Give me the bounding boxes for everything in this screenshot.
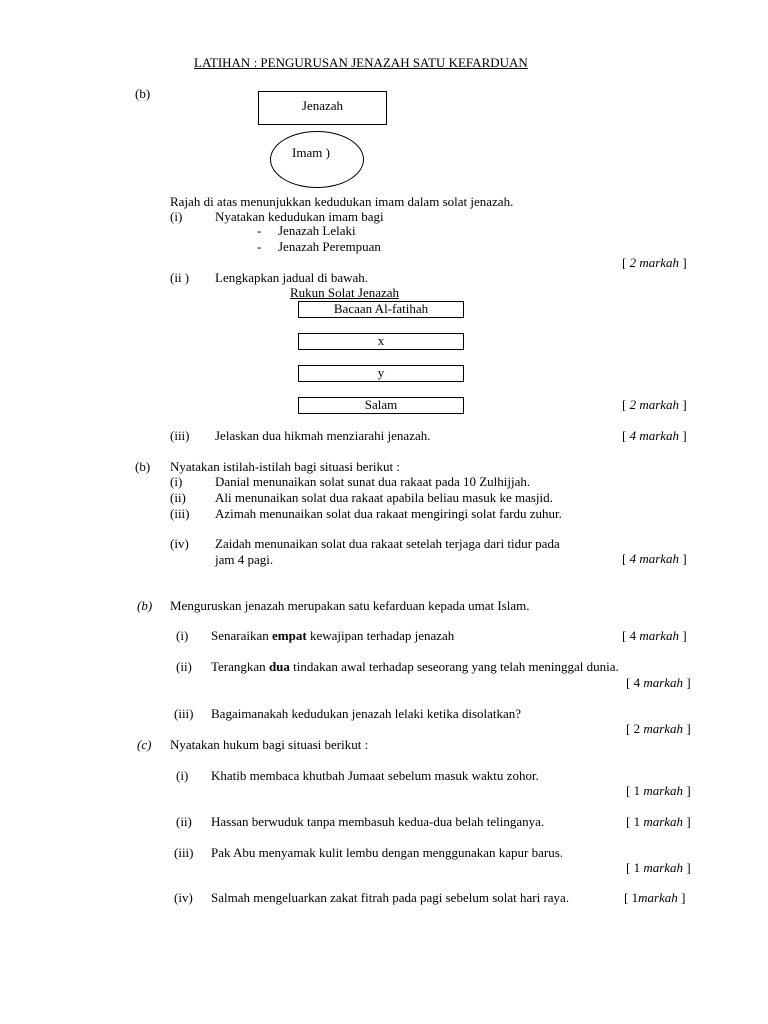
sub-question-text: Salmah mengeluarkan zakat fitrah pada pagi sebelum solat hari raya.	[211, 890, 570, 905]
marks-label: [ 1markah ]	[624, 890, 686, 905]
marks-label: [ 4 markah ]	[622, 428, 687, 443]
sub-question-number: (i)	[176, 628, 189, 643]
sub-question-number: (i)	[170, 474, 183, 489]
sub-question-number: (iv)	[174, 890, 193, 905]
marks-label: [ 1 markah ]	[626, 860, 691, 875]
sub-question-text: Nyatakan kedudukan imam bagi	[215, 209, 384, 224]
marks-label: [ 4 markah ]	[622, 551, 687, 566]
jenazah-box-label: Jenazah	[301, 98, 344, 113]
sub-question-text: Bagaimanakah kedudukan jenazah lelaki ketika disolatkan?	[211, 706, 522, 721]
sub-question-text: Danial menunaikan solat sunat dua rakaat pada 10 Zulhijjah.	[215, 474, 531, 489]
table-cell: y	[377, 365, 385, 380]
sub-question-number: (ii )	[170, 270, 190, 285]
jenazah-box	[258, 91, 387, 125]
question-label: (b)	[135, 459, 151, 474]
sub-question-number: (iii)	[170, 506, 190, 521]
bullet-item: Jenazah Lelaki	[278, 223, 356, 238]
sub-question-text: Jelaskan dua hikmah menziarahi jenazah.	[215, 428, 431, 443]
sub-question-text: Khatib membaca khutbah Jumaat sebelum masuk waktu zohor.	[211, 768, 539, 783]
sub-question-text: Ali menunaikan solat dua rakaat apabila beliau masuk ke masjid.	[215, 490, 553, 505]
sub-question-text: Lengkapkan jadual di bawah.	[215, 270, 369, 285]
sub-question-number: (ii)	[176, 814, 192, 829]
question-intro: Menguruskan jenazah merupakan satu kefarduan kepada umat Islam.	[170, 598, 530, 613]
sub-question-text: Terangkan dua tindakan awal terhadap seseorang yang telah meninggal dunia.	[211, 659, 619, 674]
bullet-dash: -	[257, 223, 262, 238]
sub-question-number: (ii)	[176, 659, 192, 674]
question-intro: Rajah di atas menunjukkan kedudukan imam dalam solat jenazah.	[170, 194, 514, 209]
bullet-item: Jenazah Perempuan	[278, 239, 381, 254]
imam-oval-label: Imam )	[292, 145, 330, 160]
sub-question-number: (iii)	[174, 845, 194, 860]
sub-question-text: Azimah menunaikan solat dua rakaat mengiringi solat fardu zuhur.	[215, 506, 562, 521]
table-cell: Bacaan Al-fatihah	[333, 301, 429, 316]
table-row	[298, 301, 464, 318]
question-label: (b)	[135, 86, 151, 101]
sub-question-number: (iii)	[174, 706, 194, 721]
question-label: (b)	[137, 598, 153, 613]
question-intro: Nyatakan istilah-istilah bagi situasi berikut :	[170, 459, 400, 474]
marks-label: [ 4 markah ]	[622, 628, 687, 643]
question-label: (c)	[137, 737, 152, 752]
table-row	[298, 397, 464, 414]
sub-question-text: Hassan berwuduk tanpa membasuh kedua-dua belah telinganya.	[211, 814, 545, 829]
marks-label: [ 4 markah ]	[626, 675, 691, 690]
sub-question-number: (i)	[176, 768, 189, 783]
table-cell: x	[377, 333, 385, 348]
sub-question-number: (iii)	[170, 428, 190, 443]
table-title: Rukun Solat Jenazah	[290, 285, 400, 300]
sub-question-text: Pak Abu menyamak kulit lembu dengan menggunakan kapur barus.	[211, 845, 564, 860]
table-row	[298, 365, 464, 382]
marks-label: [ 1 markah ]	[626, 783, 691, 798]
sub-question-number: (iv)	[170, 536, 189, 551]
sub-question-number: (ii)	[170, 490, 186, 505]
table-row	[298, 333, 464, 350]
table-cell: Salam	[364, 397, 398, 412]
sub-question-text: jam 4 pagi.	[215, 552, 274, 567]
sub-question-number: (i)	[170, 209, 183, 224]
page-title: LATIHAN : PENGURUSAN JENAZAH SATU KEFARDUAN	[194, 55, 528, 70]
bullet-dash: -	[257, 239, 262, 254]
sub-question-text: Senaraikan empat kewajipan terhadap jenazah	[211, 628, 455, 643]
marks-label: [ 2 markah ]	[626, 721, 691, 736]
marks-label: [ 1 markah ]	[626, 814, 691, 829]
question-intro: Nyatakan hukum bagi situasi berikut :	[170, 737, 369, 752]
marks-label: [ 2 markah ]	[622, 255, 687, 270]
marks-label: [ 2 markah ]	[622, 397, 687, 412]
sub-question-text: Zaidah menunaikan solat dua rakaat setelah terjaga dari tidur pada	[215, 536, 560, 551]
